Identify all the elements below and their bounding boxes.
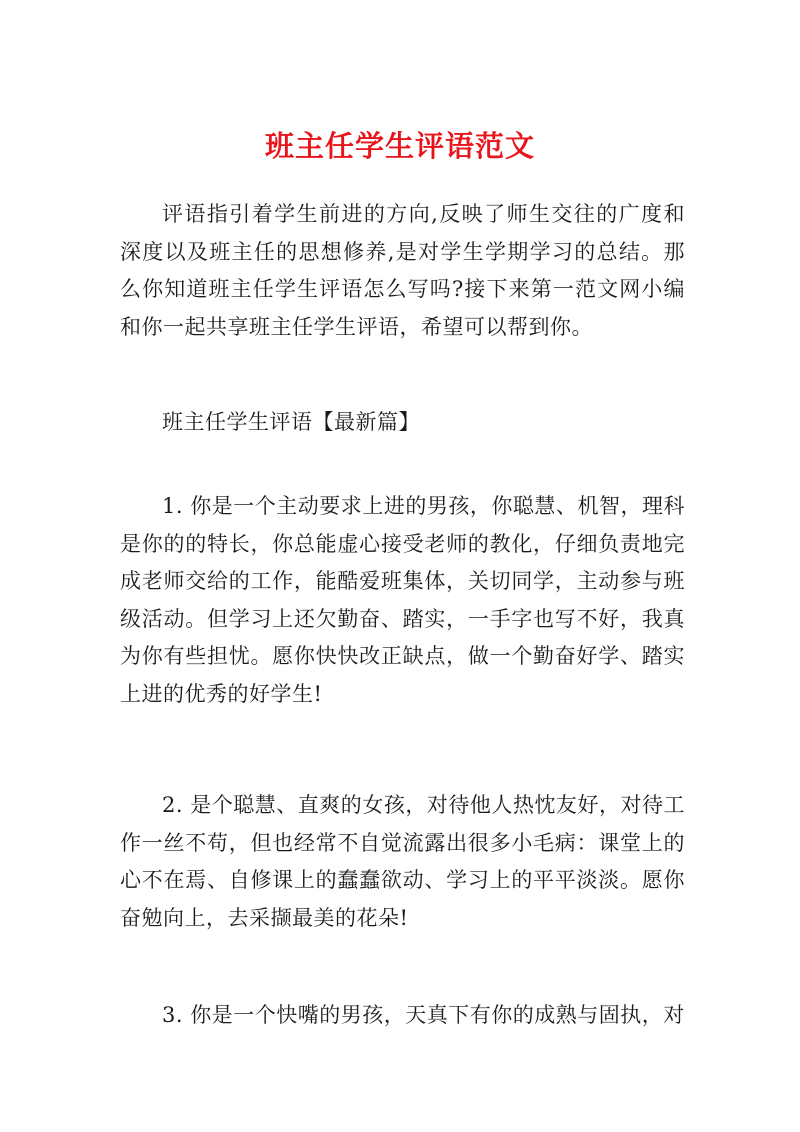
- comment-item-1: 1. 你是一个主动要求上进的男孩，你聪慧、机智，理科是你的的特长，你总能虚心接受老师的教化，仔细负责地完成老师交给的工作，能酷爱班集体，关切同学，主动参与班级活动。但学习上还欠勤奋、踏实，一手字也写不好，我真为你有些担忧。愿你快快改正缺点，做一个勤奋好学、踏实上进的优秀的好学生!: [120, 494, 685, 706]
- comment-item-3: 3. 你是一个快嘴的男孩，天真下有你的成熟与固执，对: [162, 1003, 685, 1027]
- section-heading: 班主任学生评语【最新篇】: [162, 410, 420, 434]
- comment-item-2: 2. 是个聪慧、直爽的女孩，对待他人热忱友好，对待工作一丝不苟，但也经常不自觉流露出很多小毛病：课堂上的心不在焉、自修课上的蠢蠢欲动、学习上的平平淡淡。愿你奋勉向上，去采撷最美的花朵!: [120, 793, 685, 930]
- intro-paragraph: 评语指引着学生前进的方向,反映了师生交往的广度和深度以及班主任的思想修养,是对学生学期学习的总结。那么你知道班主任学生评语怎么写吗?接下来第一范文网小编和你一起共享班主任学生评语，希望可以帮到你。: [120, 202, 685, 339]
- document-title: 班主任学生评语范文: [264, 129, 535, 163]
